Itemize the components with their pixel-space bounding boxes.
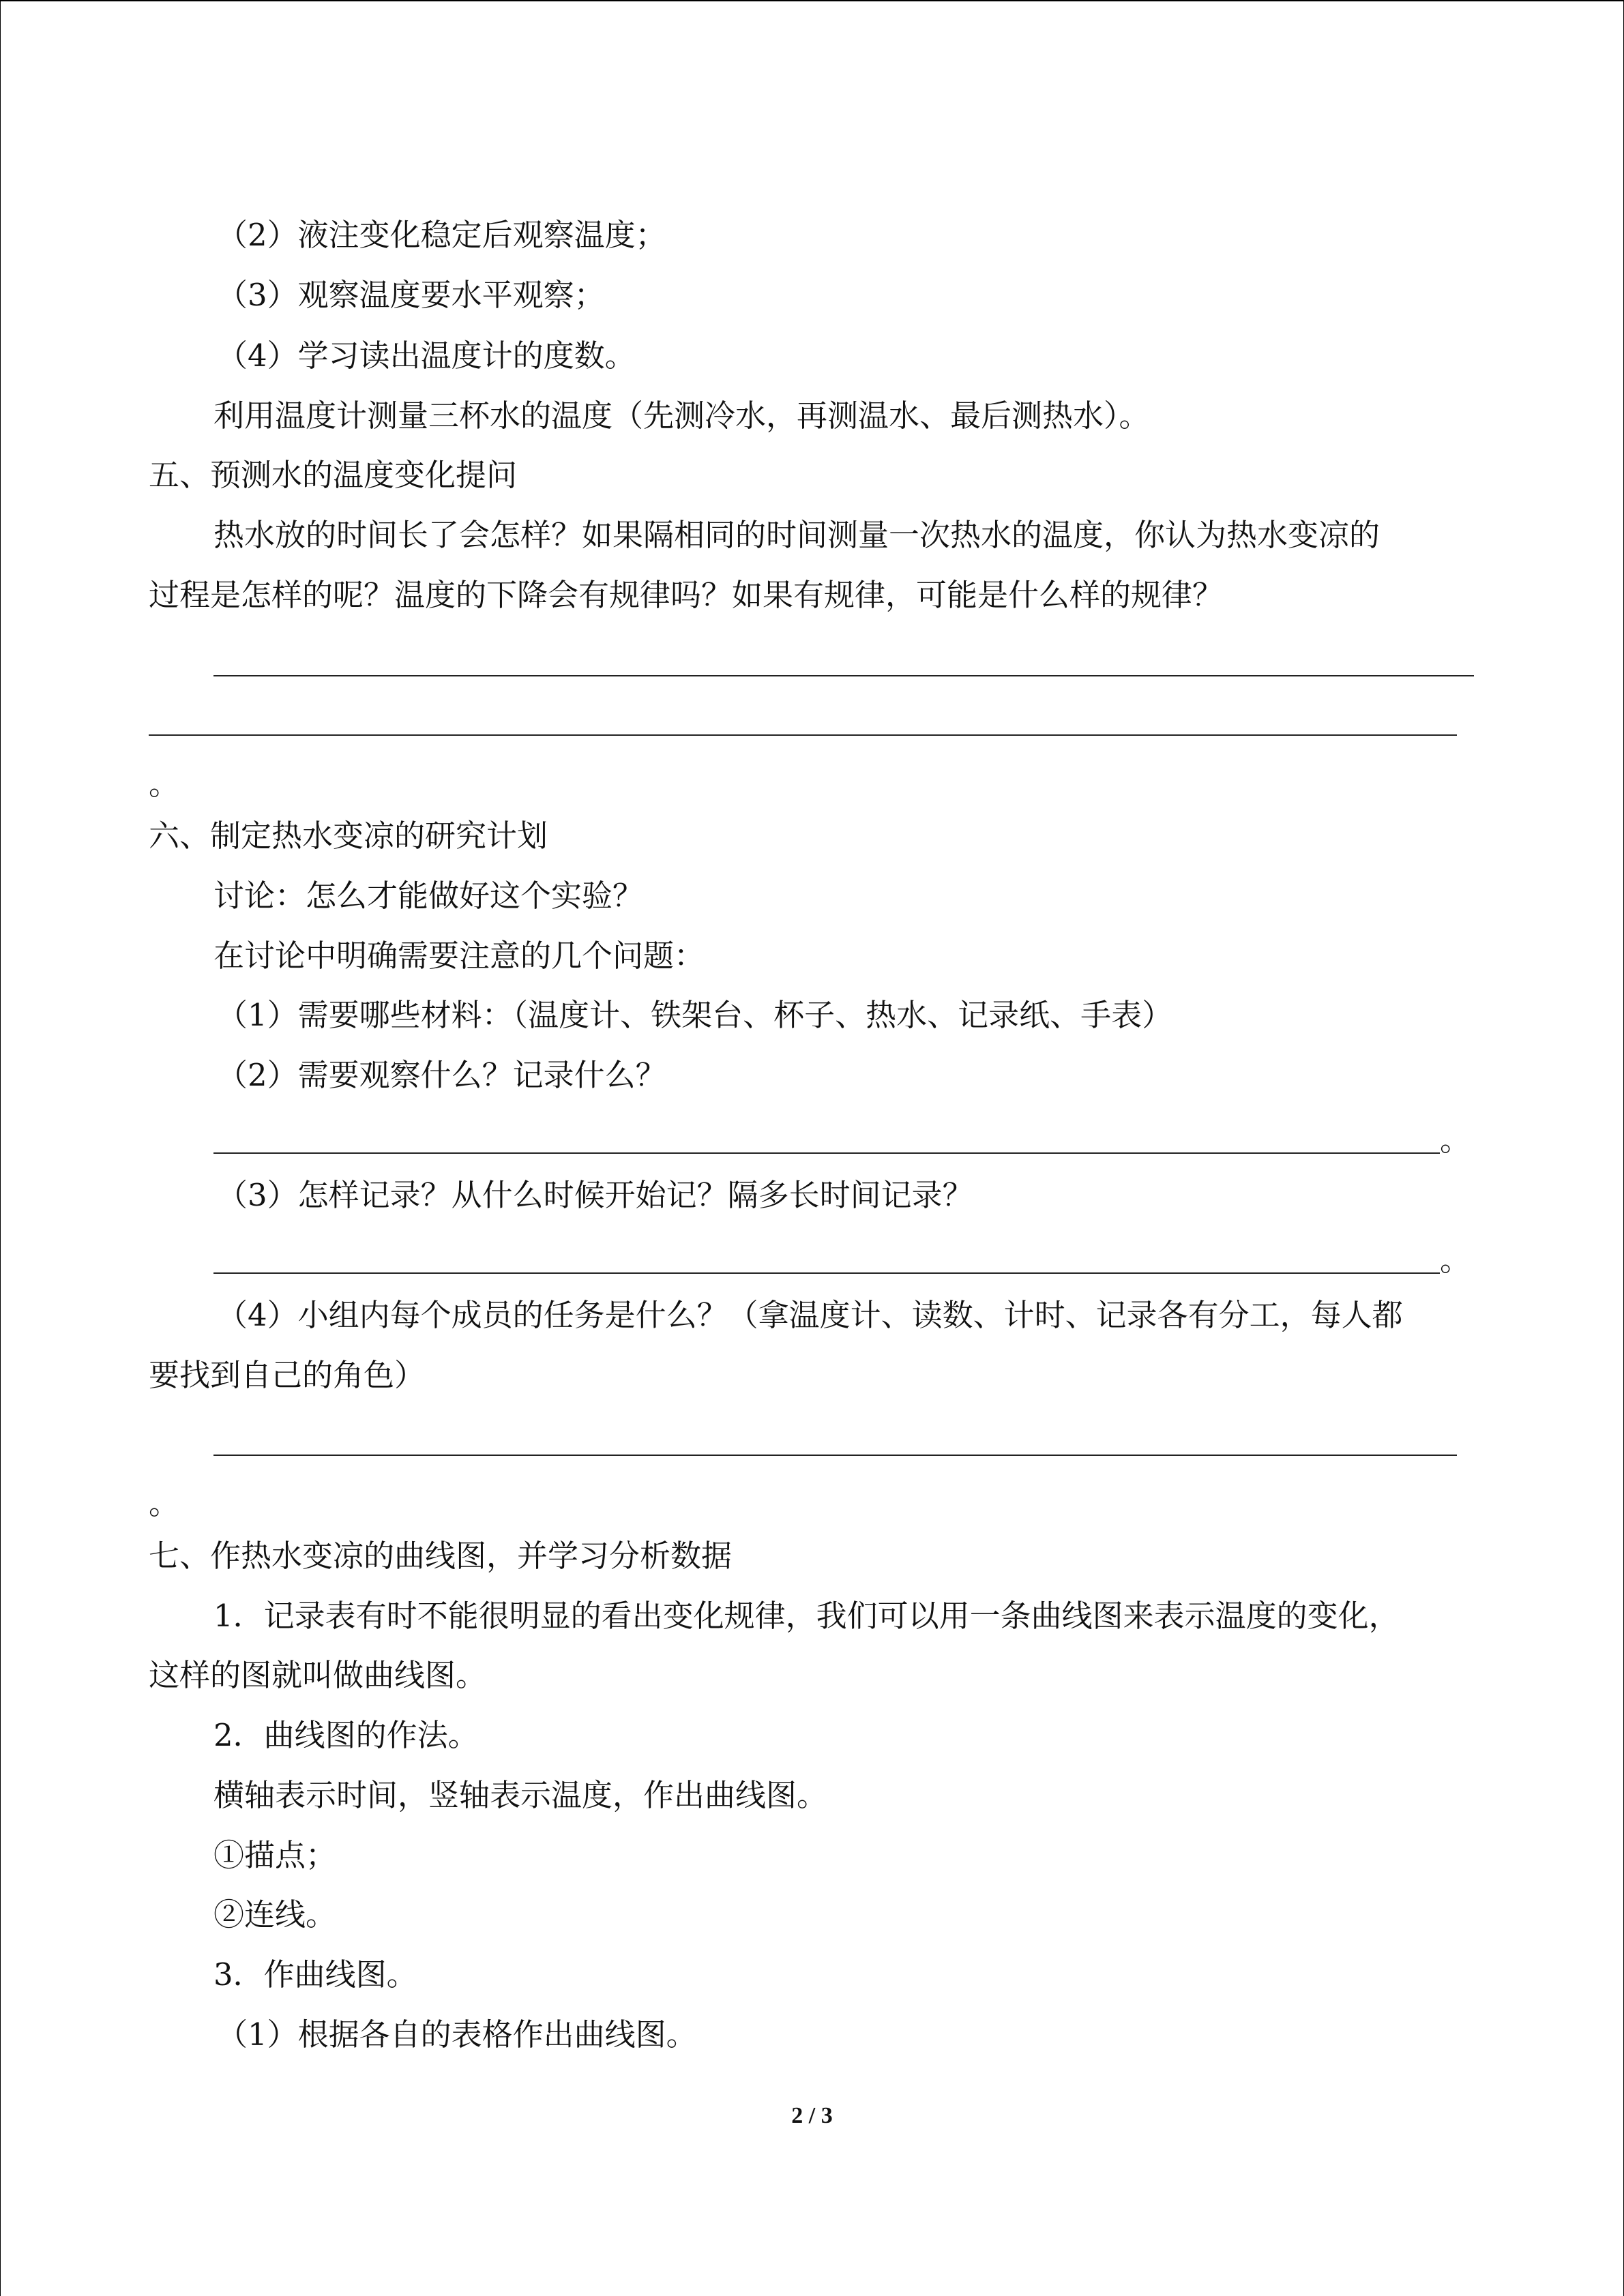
step-4-text: （4）学习读出温度计的度数。 (217, 338, 636, 374)
section-7-step-2: ②连线。 (213, 1896, 337, 1933)
section-7-heading: 七、作热水变凉的曲线图，并学习分析数据 (149, 1538, 733, 1574)
page-number: 2 / 3 (791, 2103, 833, 2128)
answer-line (213, 1455, 1457, 1456)
section-7-point-3-1: （1）根据各自的表格作出曲线图。 (217, 2016, 697, 2053)
question-2-period: 。 (1440, 1122, 1471, 1158)
section-7-point-2-description: 横轴表示时间，竖轴表示温度，作出曲线图。 (213, 1777, 828, 1813)
section-7-step-1: ①描点； (213, 1837, 337, 1873)
section-7-point-3: 3．作曲线图。 (213, 1956, 417, 1993)
section-5-question-line2: 过程是怎样的呢？温度的下降会有规律吗？如果有规律，可能是什么样的规律？ (149, 577, 1224, 613)
section-7-point-1-line2: 这样的图就叫做曲线图。 (149, 1657, 487, 1693)
question-3-period: 。 (1440, 1242, 1471, 1278)
section-6-question-3: （3）怎样记录？从什么时候开始记？隔多长时间记录？ (217, 1177, 973, 1213)
answer-line (149, 734, 1457, 736)
section-7-point-2: 2．曲线图的作法。 (213, 1717, 479, 1753)
section-6-clarify: 在讨论中明确需要注意的几个问题： (213, 938, 705, 974)
section-5-heading: 五、预测水的温度变化提问 (149, 457, 518, 493)
answer-line (213, 1152, 1440, 1154)
measure-instruction: 利用温度计测量三杯水的温度（先测冷水，再测温水、最后测热水）。 (213, 398, 1150, 434)
section-6-discussion: 讨论：怎么才能做好这个实验？ (213, 878, 644, 914)
answer-line (213, 1272, 1440, 1274)
section-6-question-4-line1: （4）小组内每个成员的任务是什么？（拿温度计、读数、计时、记录各有分工，每人都 (217, 1297, 1403, 1333)
section-6-question-2: （2）需要观察什么？记录什么？ (217, 1057, 666, 1093)
step-2-text: （2）液注变化稳定后观察温度； (217, 217, 666, 253)
section-5-period: 。 (149, 766, 180, 802)
question-4-period: 。 (149, 1485, 180, 1521)
answer-line (213, 675, 1474, 676)
section-7-point-1-line1: 1．记录表有时不能很明显的看出变化规律，我们可以用一条曲线图来表示温度的变化， (213, 1598, 1400, 1634)
section-6-question-1: （1）需要哪些材料：（温度计、铁架台、杯子、热水、记录纸、手表） (217, 997, 1173, 1033)
section-6-question-4-line2: 要找到自己的角色） (149, 1357, 426, 1393)
step-3-text: （3）观察温度要水平观察； (217, 277, 605, 313)
section-6-heading: 六、制定热水变凉的研究计划 (149, 818, 548, 854)
section-5-question-line1: 热水放的时间长了会怎样？如果隔相同的时间测量一次热水的温度，你认为热水变凉的 (213, 517, 1381, 553)
